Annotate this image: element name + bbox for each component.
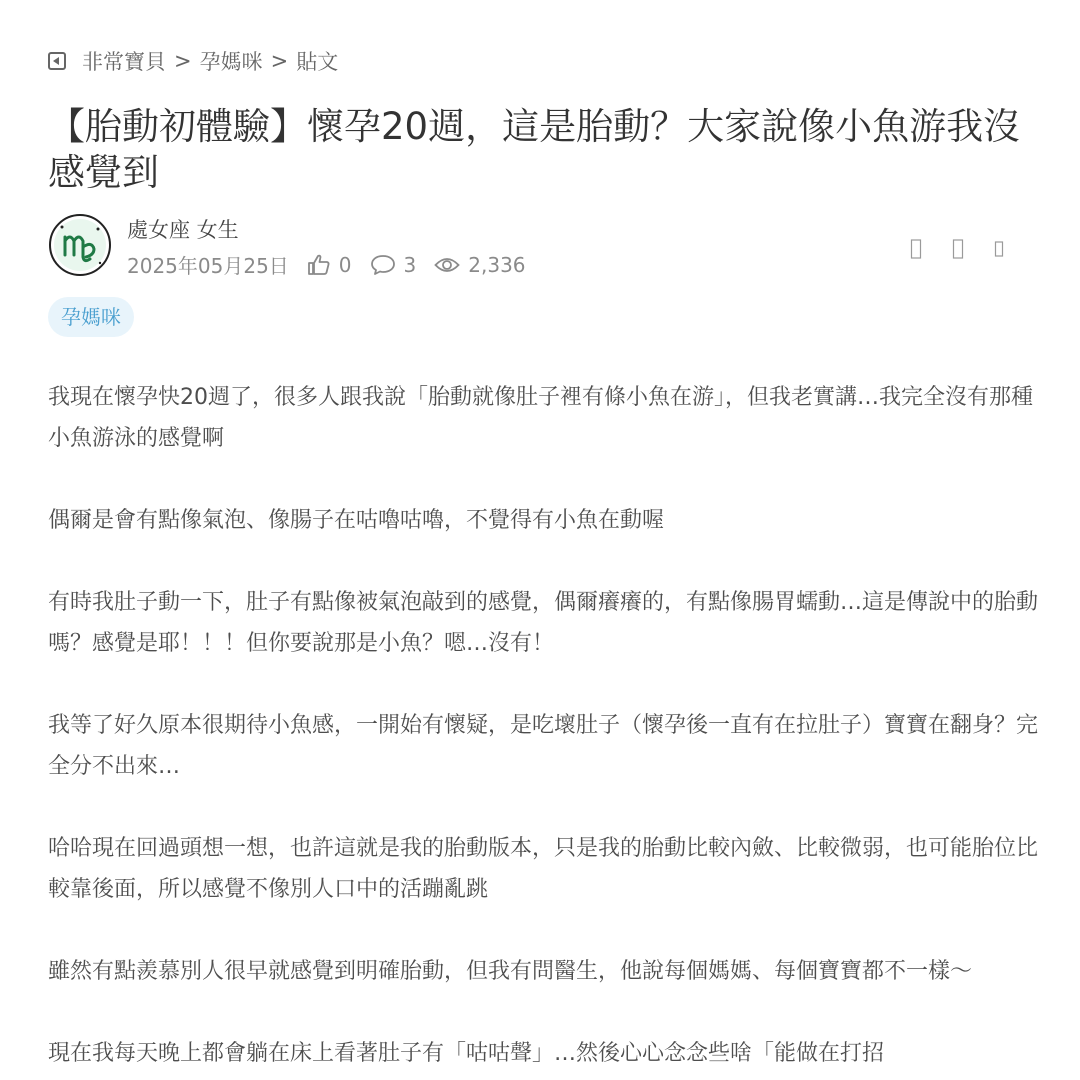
content-paragraph: 雖然有點羨慕別人很早就感覺到明確胎動，但我有問醫生，他說每個媽媽、每個寶寶都不一樣～ xyxy=(48,959,973,984)
post-actions xyxy=(910,238,1004,260)
comment-count[interactable] xyxy=(370,253,417,277)
content-paragraph: 我等了好久原本很期待小魚感，一開始有懷疑，是吃壞肚子（懷孕後一直有在拉肚子）寶寶在翻身？完全分不出來… xyxy=(48,713,1039,779)
like-count-text: 0 xyxy=(338,252,352,277)
content-paragraph: 偶爾是會有點像氣泡、像腸子在咕嚕咕嚕，不覺得有小魚在動喔 xyxy=(48,508,665,533)
breadcrumb-item-current: 貼文 xyxy=(296,50,339,74)
category-tag[interactable]: 孕媽咪 xyxy=(48,297,134,337)
breadcrumb-item-home[interactable]: 非常寶貝 xyxy=(82,50,166,74)
bookmark-icon[interactable] xyxy=(952,238,964,260)
breadcrumb-item-category[interactable]: 孕媽咪 xyxy=(199,50,263,74)
content-paragraph: 有時我肚子動一下，肚子有點像被氣泡敲到的感覺，偶爾癢癢的，有點像腸胃蠕動…這是傳說中的胎動嗎？感覺是耶！！！但你要說那是小魚？嗯…沒有！ xyxy=(48,590,1039,656)
comment-bubble-icon xyxy=(370,254,396,276)
post-content xyxy=(48,377,1038,1080)
more-options-icon[interactable] xyxy=(994,240,1004,258)
post-meta xyxy=(127,250,544,279)
post-date-text: 2025年05月25日 xyxy=(127,254,289,278)
content-paragraph: 現在我每天晚上都會躺在床上看著肚子有「咕咕聲」…然後心心念念些啥「能做在打招 xyxy=(48,1041,885,1066)
virgo-zodiac-icon xyxy=(48,213,112,277)
avatar[interactable] xyxy=(48,213,112,277)
author-name[interactable]: 處女座 女生 xyxy=(127,218,239,242)
share-icon[interactable] xyxy=(910,238,922,260)
breadcrumb-separator: > xyxy=(174,49,192,73)
thumbs-up-icon xyxy=(307,254,331,276)
view-count xyxy=(434,253,525,277)
comment-count-text: 3 xyxy=(403,252,417,277)
post-date xyxy=(127,250,289,279)
eye-icon xyxy=(434,255,460,275)
view-count-text: 2,336 xyxy=(468,252,526,277)
breadcrumb-separator: > xyxy=(270,49,289,73)
content-paragraph: 我現在懷孕快20週了，很多人跟我說「胎動就像肚子裡有條小魚在游」，但我老實講…我完全沒有那種小魚游泳的感覺啊 xyxy=(48,385,1033,451)
content-paragraph: 哈哈現在回過頭想一想，也許這就是我的胎動版本，只是我的胎動比較內斂、比較微弱，也可能胎位比較靠後面，所以感覺不像別人口中的活蹦亂跳 xyxy=(48,836,1039,902)
like-count[interactable] xyxy=(307,253,352,277)
back-icon[interactable] xyxy=(48,52,66,70)
breadcrumb xyxy=(48,46,338,76)
post-title: 【胎動初體驗】懷孕20週，這是胎動？大家說像小魚游我沒感覺到 xyxy=(48,105,1021,194)
